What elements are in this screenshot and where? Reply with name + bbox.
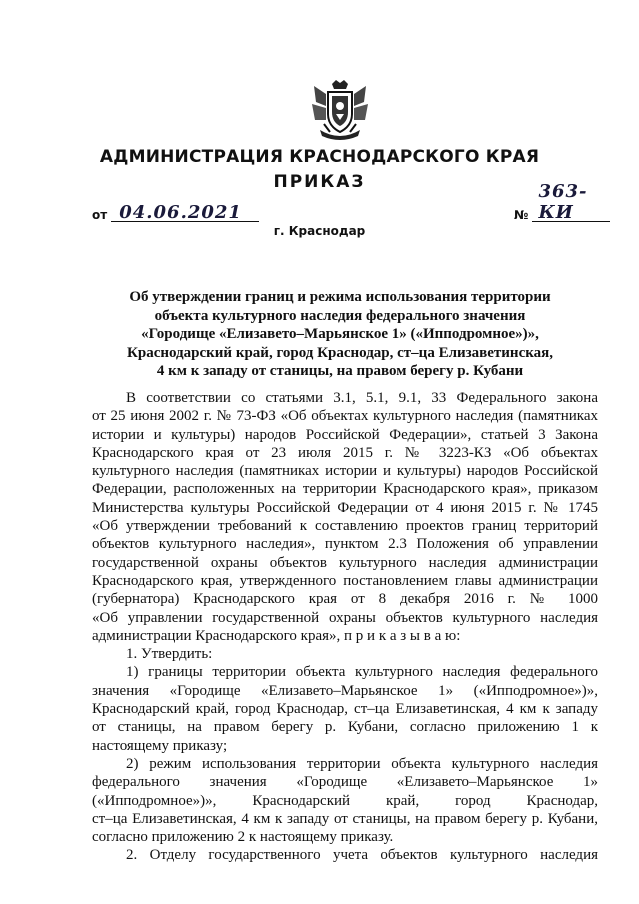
body-line: «Об утверждении требований к составлению проектов границ территорий [92, 518, 598, 535]
body-line: Министерства культуры Российской Федерации от 4 июня 2015 г. № 1745 [92, 499, 598, 516]
body-line: ст–ца Елизаветинская, 4 км к западу от станицы, на правом берегу р. Кубани, [92, 810, 598, 827]
krasnodar-coat-of-arms-icon [310, 80, 370, 142]
body-line: объектов культурного наследия», пунктом 2.3 Положения об управлении [92, 536, 598, 553]
title-line: 4 км к западу от станицы, на правом берегу р. Кубани [156, 363, 524, 380]
number-underline [532, 181, 610, 223]
date-field [92, 202, 259, 223]
title-line: объекта культурного наследия федерального значения [154, 307, 526, 324]
body-line: 1) границы территории объекта культурного наследия федерального [126, 664, 598, 681]
body-line: федерального значения «Городище «Елизавето–Марьянское 1» [92, 774, 598, 791]
city-name: г. Краснодар [273, 224, 366, 238]
body-line: администрации Краснодарского края», п р и к а з ы в а ю: [92, 627, 461, 644]
body-line: Федерации, расположенных на территории Краснодарского края», приказом [92, 481, 598, 498]
title-line: «Городище «Елизавето–Марьянское 1» («Ипподромное»)», [141, 326, 539, 343]
body-line: согласно приложению 2 к настоящему приказу. [92, 829, 394, 846]
body-line: 2. Отделу государственного учета объектов культурного наследия [126, 847, 598, 864]
body-line: культурного наследия (памятниках истории и культуры) народов Российской [92, 463, 598, 480]
body-line: государственной охраны объектов культурного наследия администрации [92, 554, 598, 571]
body-line: 1. Утвердить: [126, 646, 213, 663]
title-line: Краснодарский край, город Краснодар, ст–ца Елизаветинская, [126, 344, 554, 361]
body-line: Краснодарский край, город Краснодар, ст–ца Елизаветинская, 4 км к западу [92, 701, 598, 718]
handwritten-number: 363-КИ [538, 181, 588, 223]
body-line: В соответствии со статьями 3.1, 5.1, 9.1, 33 Федерального закона [126, 390, 598, 406]
body-line: истории и культуры) народов Российской Федерации», статьей 3 Закона [92, 426, 598, 443]
body-line: настоящему приказу; [92, 737, 228, 754]
handwritten-date: 04.06.2021 [119, 202, 242, 223]
document-type: ПРИКАЗ [273, 172, 366, 192]
number-prefix: № [514, 208, 529, 222]
body-line: от 25 июня 2002 г. № 73-ФЗ «Об объектах культурного наследия (памятниках [92, 408, 598, 425]
organization-name: АДМИНИСТРАЦИЯ КРАСНОДАРСКОГО КРАЯ [99, 147, 540, 167]
body-line: Краснодарского края от 23 июля 2015 г. № 3223-КЗ «Об объектах [92, 444, 598, 461]
body-line: Краснодарского края, утвержденного постановлением главы администрации [92, 572, 598, 589]
body-line: («Ипподромное»)», Краснодарский край, город Краснодар, [92, 792, 598, 809]
body-line: от станицы, на правом берегу р. Кубани, согласно приложению 1 к [92, 719, 598, 736]
body-line: значения «Городище «Елизавето–Марьянское 1» («Ипподромное»)», [92, 682, 598, 699]
body-line: «Об управлении государственной охраны объектов культурного наследия [92, 609, 598, 626]
document-title [100, 288, 580, 381]
title-line: Об утверждении границ и режима использования территории [129, 289, 551, 305]
date-prefix: от [92, 208, 108, 222]
body-line: 2) режим использования территории объекта культурного наследия [126, 755, 598, 772]
date-underline [111, 202, 259, 223]
document-body [92, 389, 598, 865]
body-line: (губернатора) Краснодарского края от 8 декабря 2016 г. № 1000 [92, 591, 598, 608]
number-field [514, 181, 610, 223]
